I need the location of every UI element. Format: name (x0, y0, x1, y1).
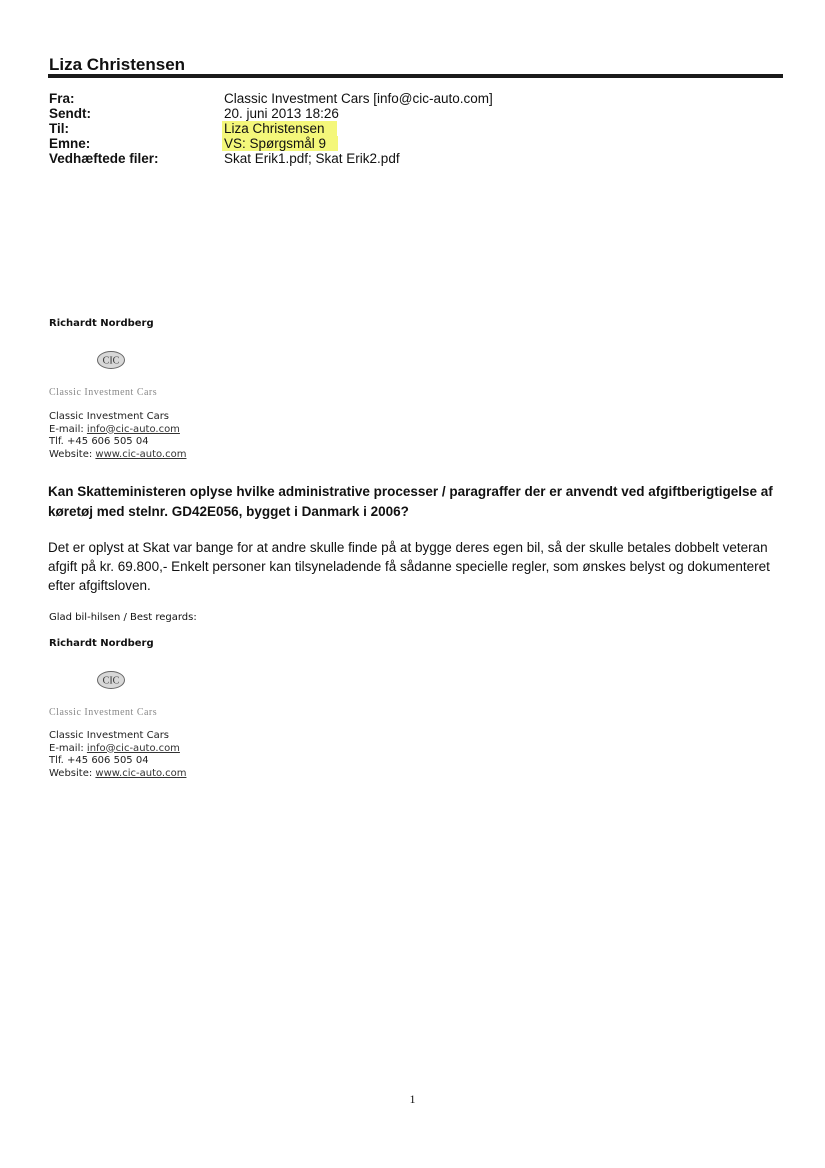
email-line: E-mail: info@cic-auto.com (49, 423, 180, 435)
subject-label: Emne: (49, 136, 91, 151)
signature-contact (49, 730, 186, 780)
svg-text:CIC: CIC (102, 675, 120, 687)
phone-line: Tlf. +45 606 505 04 (49, 436, 149, 447)
website-line: Website: www.cic-auto.com (49, 448, 187, 460)
company-name: Classic Investment Cars (49, 730, 170, 741)
email-header-fields (49, 91, 783, 166)
greeting: Glad bil-hilsen / Best regards: (49, 612, 197, 623)
cic-logo-icon (96, 670, 126, 690)
logo-wordmark: Classic Investment Cars (49, 707, 158, 718)
website-link[interactable]: www.cic-auto.com (95, 767, 187, 779)
attachments-label: Vedhæftede filer: (49, 151, 159, 166)
logo-wordmark: Classic Investment Cars (49, 387, 158, 398)
header-row-sent (49, 106, 783, 121)
attachments-value: Skat Erik1.pdf; Skat Erik2.pdf (224, 151, 400, 166)
signature-contact (49, 411, 186, 461)
from-value: Classic Investment Cars [info@cic-auto.com] (224, 91, 493, 106)
subject-value: VS: Spørgsmål 9 (222, 136, 338, 151)
to-label: Til: (49, 121, 69, 136)
mailbox-owner-name: Liza Christensen (49, 55, 186, 74)
header-rule (48, 74, 783, 78)
cic-logo-icon (96, 350, 126, 370)
to-value: Liza Christensen (222, 121, 337, 136)
page-number: 1 (409, 1092, 416, 1106)
from-label: Fra: (49, 91, 75, 106)
email-link[interactable]: info@cic-auto.com (86, 423, 180, 435)
signature-name: Richardt Nordberg (49, 638, 154, 649)
phone-line: Tlf. +45 606 505 04 (49, 755, 149, 766)
svg-text:CIC: CIC (102, 355, 120, 367)
header-row-attachments (49, 151, 783, 166)
sent-value: 20. juni 2013 18:26 (224, 106, 339, 121)
sent-label: Sendt: (49, 106, 91, 121)
header-row-from (49, 91, 783, 106)
body-paragraph: Det er oplyst at Skat var bange for at andre skulle finde på at bygge deres egen bil, så der skulle betales dobbelt veteran afgift på kr. 69.800,- Enkelt personer kan tilsyneladende få sådanne specielle regler, som ønskes belyst og dokumenteret efter afgiftsloven. (48, 540, 770, 593)
website-link[interactable]: www.cic-auto.com (95, 448, 187, 460)
header-row-to (49, 121, 783, 136)
company-name: Classic Investment Cars (49, 411, 170, 422)
email-link[interactable]: info@cic-auto.com (86, 742, 180, 754)
email-line: E-mail: info@cic-auto.com (49, 742, 180, 754)
signature-name: Richardt Nordberg (49, 318, 154, 329)
website-line: Website: www.cic-auto.com (49, 767, 187, 779)
header-row-subject (49, 136, 783, 151)
question-text: Kan Skatteministeren oplyse hvilke administrative processer / paragraffer der er anvendt ved afgiftberigtigelse af køretøj med stelnr. GD42E056, bygget i Danmark i 2006? (48, 484, 773, 519)
